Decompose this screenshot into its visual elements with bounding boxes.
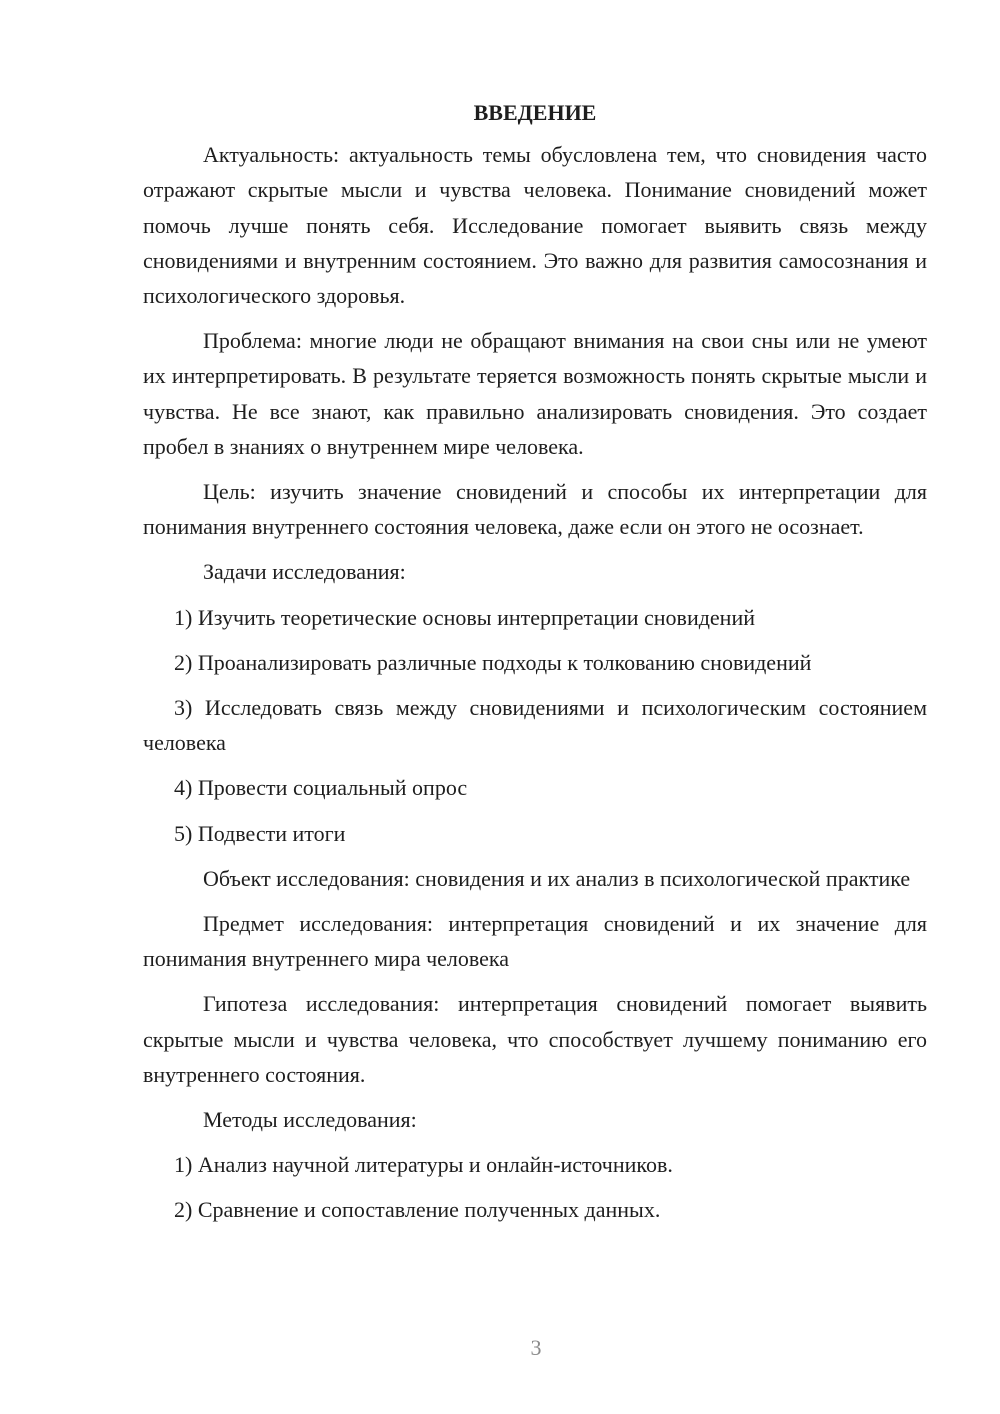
subject-paragraph: Предмет исследования: интерпретация сновидений и их значение для понимания внутреннего мира человека — [143, 911, 927, 972]
section-heading: ВВЕДЕНИЕ — [473, 100, 597, 125]
object-paragraph: Объект исследования: сновидения и их анализ в психологической практике — [203, 865, 911, 891]
goal-paragraph: Цель: изучить значение сновидений и способы их интерпретации для понимания внутреннего состояния человека, даже если он этого не осознает. — [143, 479, 927, 540]
task-item: 3) Исследовать связь между сновидениями и психологическим состоянием человека — [143, 695, 927, 756]
task-item: 5) Подвести итоги — [174, 820, 346, 846]
document-body — [143, 95, 927, 1238]
method-item: 2) Сравнение и сопоставление полученных данных. — [174, 1197, 661, 1223]
task-item: 1) Изучить теоретические основы интерпретации сновидений — [174, 604, 755, 630]
relevance-paragraph: Актуальность: актуальность темы обусловлена тем, что сновидения часто отражают скрытые мысли и чувства человека. Понимание сновидений может помочь лучше понять себя. Исследование помогает выявить связь между сновидениями и внутренним состоянием. Это важно для развития самосознания и психологического здоровья. — [143, 142, 927, 309]
page-number: 3 — [530, 1335, 542, 1360]
method-item: 1) Анализ научной литературы и онлайн-источников. — [174, 1152, 673, 1178]
task-item: 2) Проанализировать различные подходы к толкованию сновидений — [174, 649, 812, 675]
problem-paragraph: Проблема: многие люди не обращают внимания на свои сны или не умеют их интерпретировать. В результате теряется возможность понять скрытые мысли и чувства. Не все знают, как правильно анализировать сновидения. Это создает пробел в знаниях о внутреннем мире человека. — [143, 328, 927, 459]
tasks-title: Задачи исследования: — [203, 559, 406, 585]
task-item: 4) Провести социальный опрос — [174, 775, 468, 801]
methods-title: Методы исследования: — [203, 1107, 417, 1133]
hypothesis-paragraph: Гипотеза исследования: интерпретация сновидений помогает выявить скрытые мысли и чувства человека, что способствует лучшему пониманию его внутреннего состояния. — [143, 991, 927, 1087]
